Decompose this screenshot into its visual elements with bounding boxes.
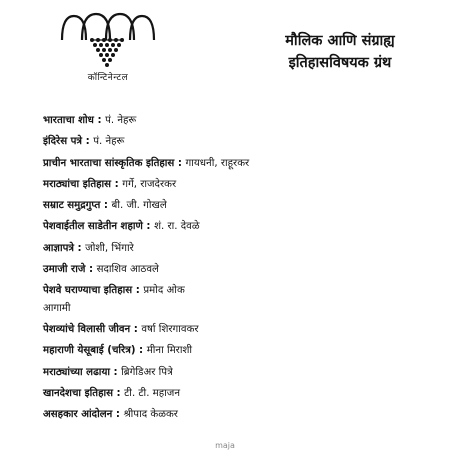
book-title: भारताचा शोध — [43, 115, 94, 126]
book-title: असहकार आंदोलन — [43, 409, 113, 421]
book-separator: : — [142, 221, 155, 233]
heading-line-2: इतिहासविषयक ग्रंथ — [288, 54, 392, 71]
book-separator: : — [85, 264, 97, 276]
book-separator: : — [130, 324, 142, 335]
book-row — [43, 174, 443, 195]
book-title: मराठ्यांच्या लढाया — [43, 366, 110, 378]
book-separator: : — [93, 115, 106, 126]
book-title: खानदेशचा इतिहास — [43, 387, 113, 399]
book-separator: : — [174, 157, 186, 169]
book-author: प्रमोद ओक — [143, 285, 185, 297]
book-row — [43, 195, 443, 216]
book-separator: : — [112, 409, 124, 421]
book-row — [43, 404, 443, 425]
book-title: आज्ञापत्रे — [43, 242, 74, 254]
publisher-logo — [52, 10, 164, 84]
book-separator: : — [132, 285, 144, 297]
book-author: ब्रिगेडिअर पित्रे — [121, 366, 173, 378]
book-author: पं. नेहरू — [105, 115, 137, 126]
book-author: वर्षा शिरगावकर — [141, 324, 199, 335]
book-author: टी. टी. महाजन — [124, 387, 181, 399]
book-title: प्राचीन भारताचा सांस्कृतिक इतिहास — [43, 157, 175, 169]
book-row — [43, 259, 443, 280]
heading-line-1: मौलिक आणि संग्राह्य — [285, 32, 395, 49]
watermark-text: maja — [215, 441, 235, 450]
book-author: गायधनी, राहूरकर — [185, 157, 250, 169]
book-separator: : — [111, 178, 123, 190]
book-row — [43, 110, 443, 131]
book-author: पं. नेहरू — [93, 136, 125, 148]
book-title: मराठ्यांचा इतिहास — [43, 178, 112, 190]
book-separator: : — [113, 387, 125, 399]
book-row — [43, 153, 443, 174]
book-row — [43, 383, 443, 404]
book-row — [43, 319, 443, 340]
book-title: उमाजी राजे — [43, 264, 86, 276]
book-author: जोशी, भिंगारे — [85, 242, 134, 254]
upcoming-book-list — [43, 298, 443, 425]
book-list — [43, 110, 443, 302]
book-author: गर्गे, राजदेरकर — [122, 178, 177, 190]
lamp-emblem-icon — [52, 10, 164, 72]
book-row — [43, 340, 443, 361]
book-row — [43, 131, 443, 152]
book-separator: : — [74, 242, 86, 254]
book-separator: : — [100, 200, 112, 212]
book-author: बी. जी. गोखले — [111, 200, 167, 212]
publisher-logo-text: कॉन्टिनेन्टल — [87, 73, 129, 83]
book-title: पेशवाईतील साडेतीन शहाणे — [43, 221, 143, 233]
book-author: मीना मिराशी — [146, 345, 193, 357]
book-title: सम्राट समुद्रगुप्त — [43, 200, 101, 212]
book-separator: : — [110, 366, 122, 378]
book-author: श्रीपाद केळकर — [123, 409, 178, 421]
book-author: सदाशिव आठवले — [96, 264, 159, 276]
book-title: महाराणी येसूबाई (चरित्र) — [43, 345, 136, 357]
book-title: पेशव्यांचे विलासी जीवन — [43, 324, 131, 335]
book-title: पेशवे घराण्याचा इतिहास — [43, 285, 133, 297]
book-author: शं. रा. देवळे — [154, 221, 200, 233]
page-heading — [240, 30, 440, 74]
upcoming-section-label: आगामी — [43, 303, 71, 314]
book-row — [43, 238, 443, 259]
book-title: इंदिरेस पत्रे — [43, 136, 83, 148]
book-separator: : — [82, 136, 94, 148]
book-row — [43, 216, 443, 237]
book-row — [43, 362, 443, 383]
book-separator: : — [135, 345, 147, 357]
